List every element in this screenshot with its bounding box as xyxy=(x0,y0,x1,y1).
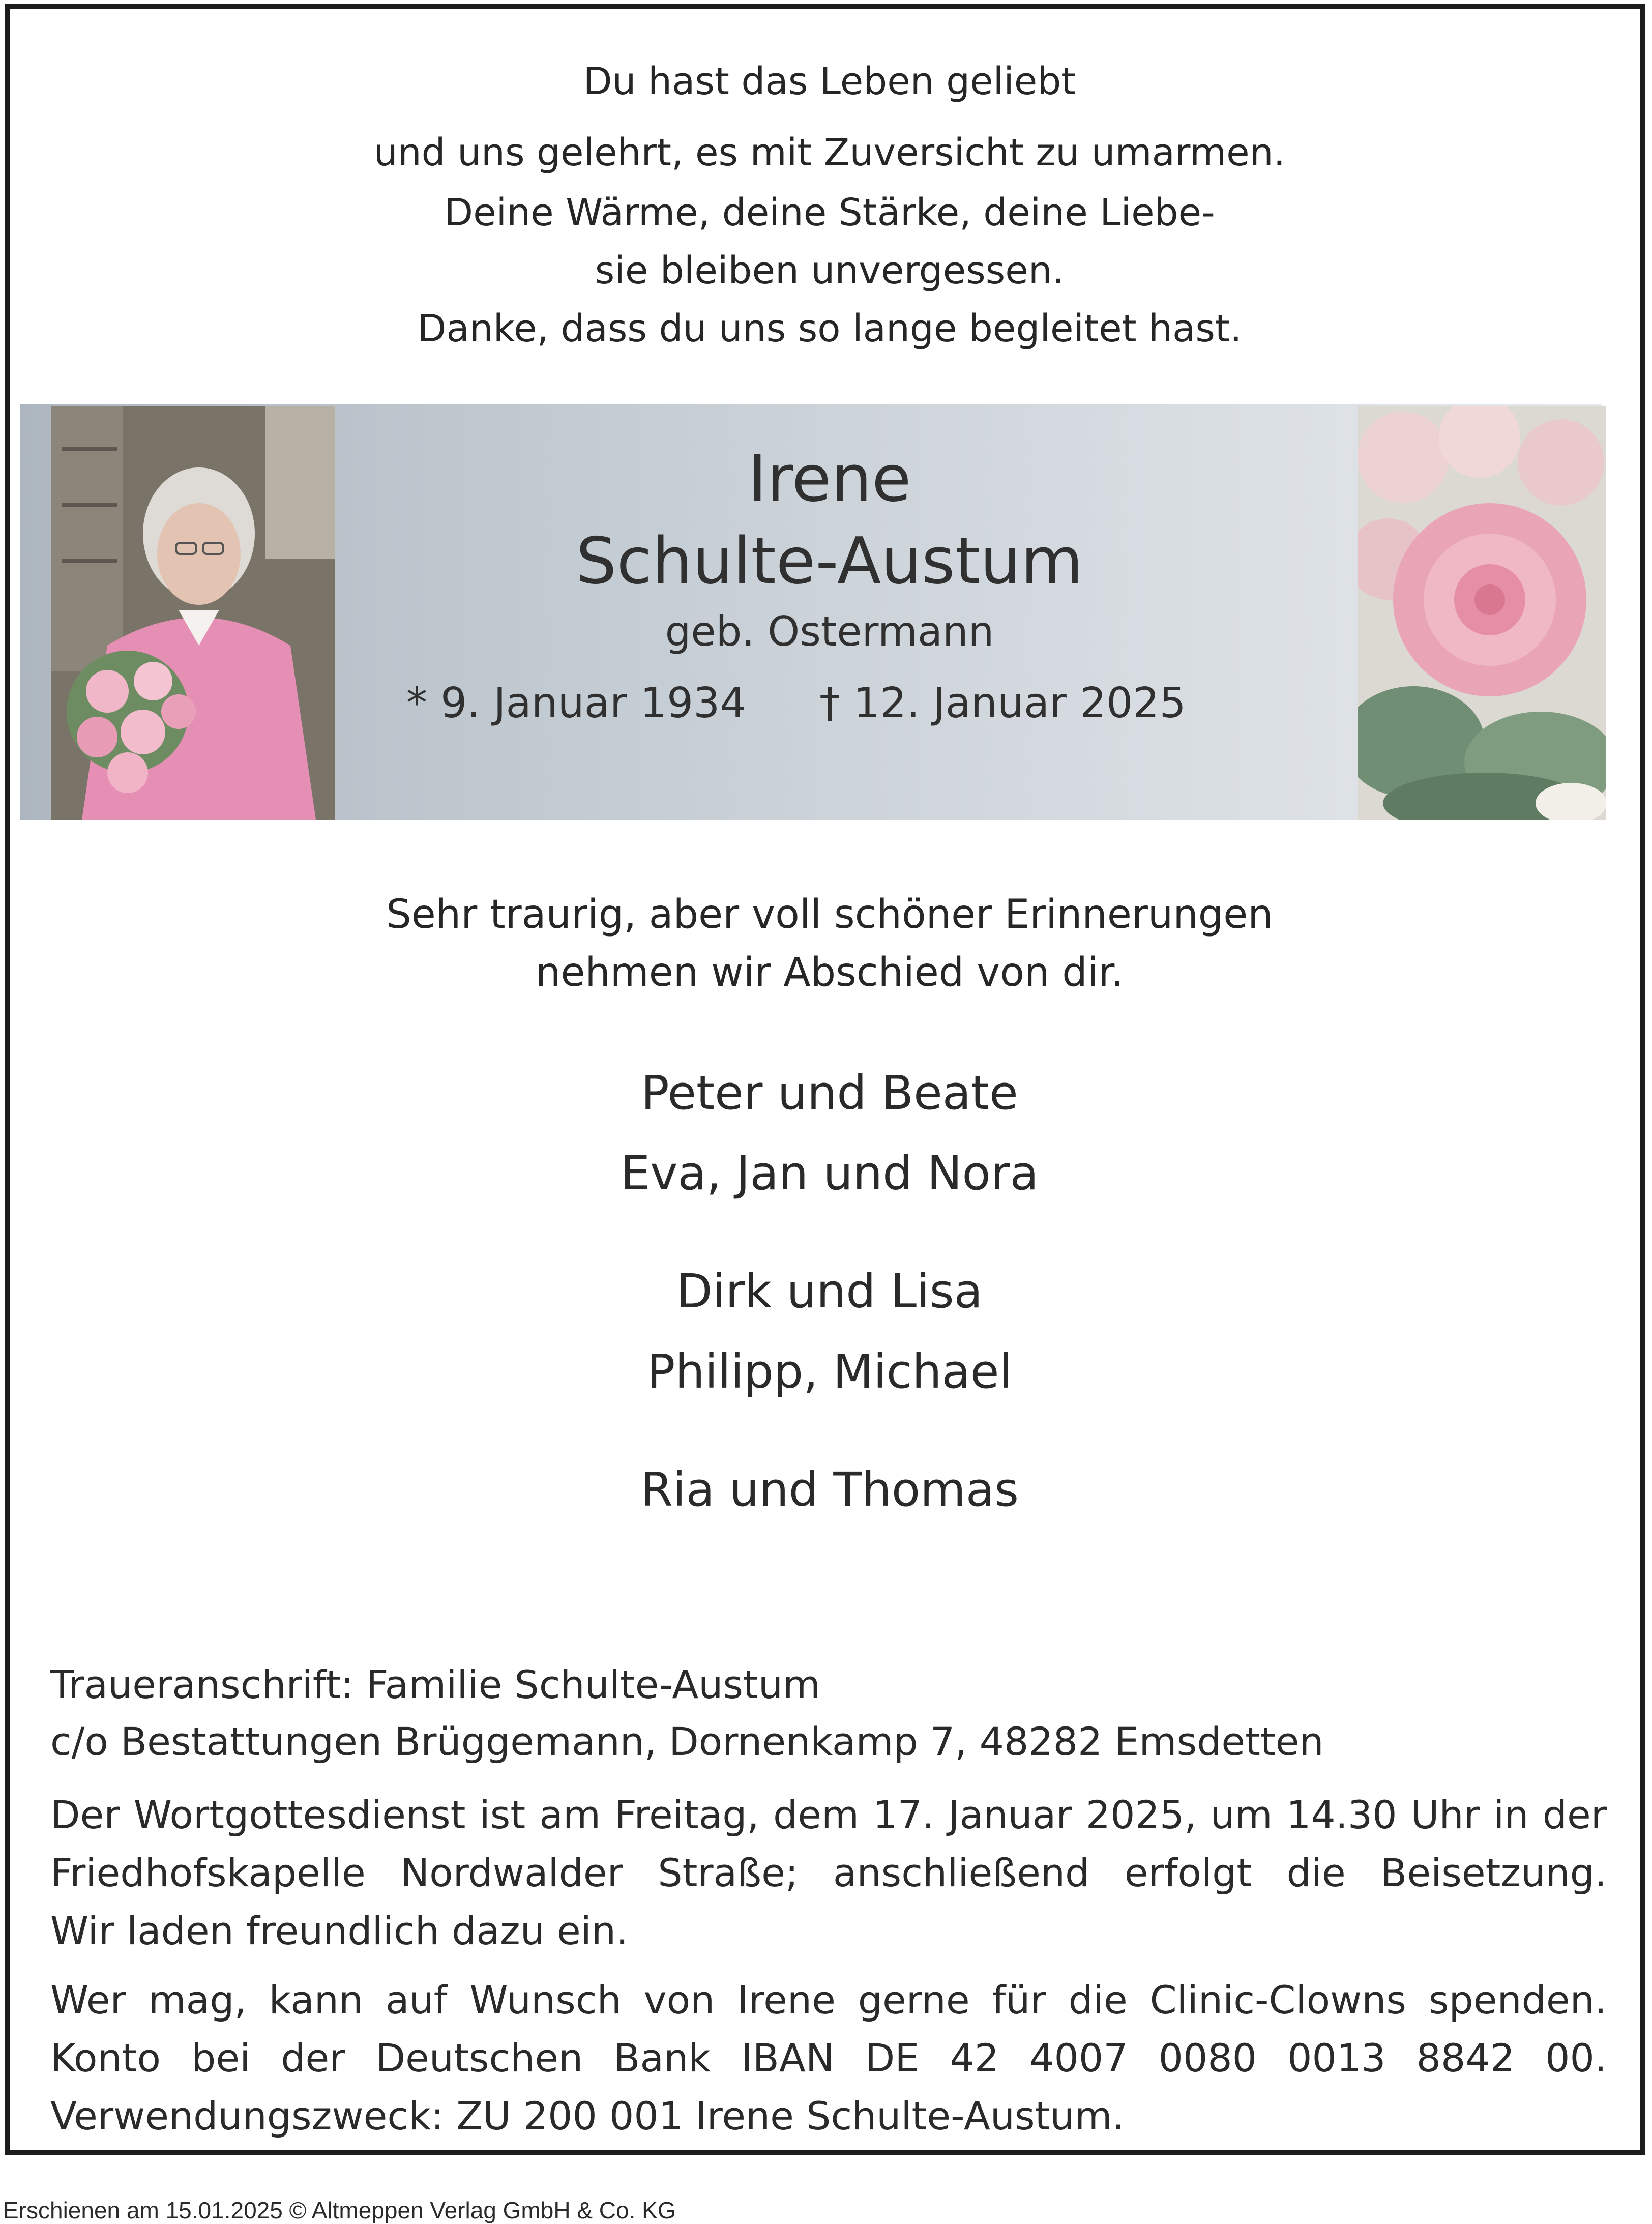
family-line-5: Ria und Thomas xyxy=(640,1462,1019,1517)
roses-photo xyxy=(1358,406,1606,820)
family-line-3: Dirk und Lisa xyxy=(676,1264,983,1319)
poem-line-1: Du hast das Leben geliebt xyxy=(583,60,1076,103)
farewell-line-1: Sehr traurig, aber voll schöner Erinnerungen xyxy=(386,892,1273,938)
poem-line-3: Deine Wärme, deine Stärke, deine Liebe- xyxy=(444,191,1215,235)
poem-line-4: sie bleiben unvergessen. xyxy=(595,249,1065,292)
deceased-first-name: Irene xyxy=(748,441,911,516)
birth-date: * 9. Januar 1934 xyxy=(406,679,747,727)
poem-line-5: Danke, dass du uns so lange begleitet hast. xyxy=(417,307,1242,350)
family-line-4: Philipp, Michael xyxy=(646,1344,1013,1399)
address-line-1: Traueranschrift: Familie Schulte-Austum xyxy=(50,1662,821,1707)
deceased-last-name: Schulte-Austum xyxy=(576,523,1083,598)
donation-line-3: Verwendungszweck: ZU 200 001 Irene Schulte-Austum. xyxy=(50,2093,1125,2139)
donation-line-2: Konto bei der Deutschen Bank IBAN DE 42 4007 0080 0013 8842 00. xyxy=(50,2035,1607,2081)
service-line-1: Der Wortgottesdienst ist am Freitag, dem 17. Januar 2025, um 14.30 Uhr in der xyxy=(50,1792,1607,1837)
publication-footer: Erschienen am 15.01.2025 © Altmeppen Verlag GmbH & Co. KG xyxy=(3,2197,676,2223)
family-line-1: Peter und Beate xyxy=(641,1066,1018,1120)
address-line-2: c/o Bestattungen Brüggemann, Dornenkamp 7, 48282 Emsdetten xyxy=(50,1719,1324,1764)
farewell-line-2: nehmen wir Abschied von dir. xyxy=(535,950,1124,996)
service-line-3: Wir laden freundlich dazu ein. xyxy=(50,1908,629,1953)
death-date: † 12. Januar 2025 xyxy=(819,679,1186,727)
poem-line-2: und uns gelehrt, es mit Zuversicht zu umarmen. xyxy=(373,131,1286,174)
donation-line-1: Wer mag, kann auf Wunsch von Irene gerne für die Clinic-Clowns spenden. xyxy=(50,1977,1607,2023)
maiden-name: geb. Ostermann xyxy=(665,608,994,655)
service-line-2: Friedhofskapelle Nordwalder Straße; anschließend erfolgt die Beisetzung. xyxy=(50,1850,1607,1895)
family-line-2: Eva, Jan und Nora xyxy=(620,1146,1039,1201)
notice-frame xyxy=(5,4,1645,2155)
